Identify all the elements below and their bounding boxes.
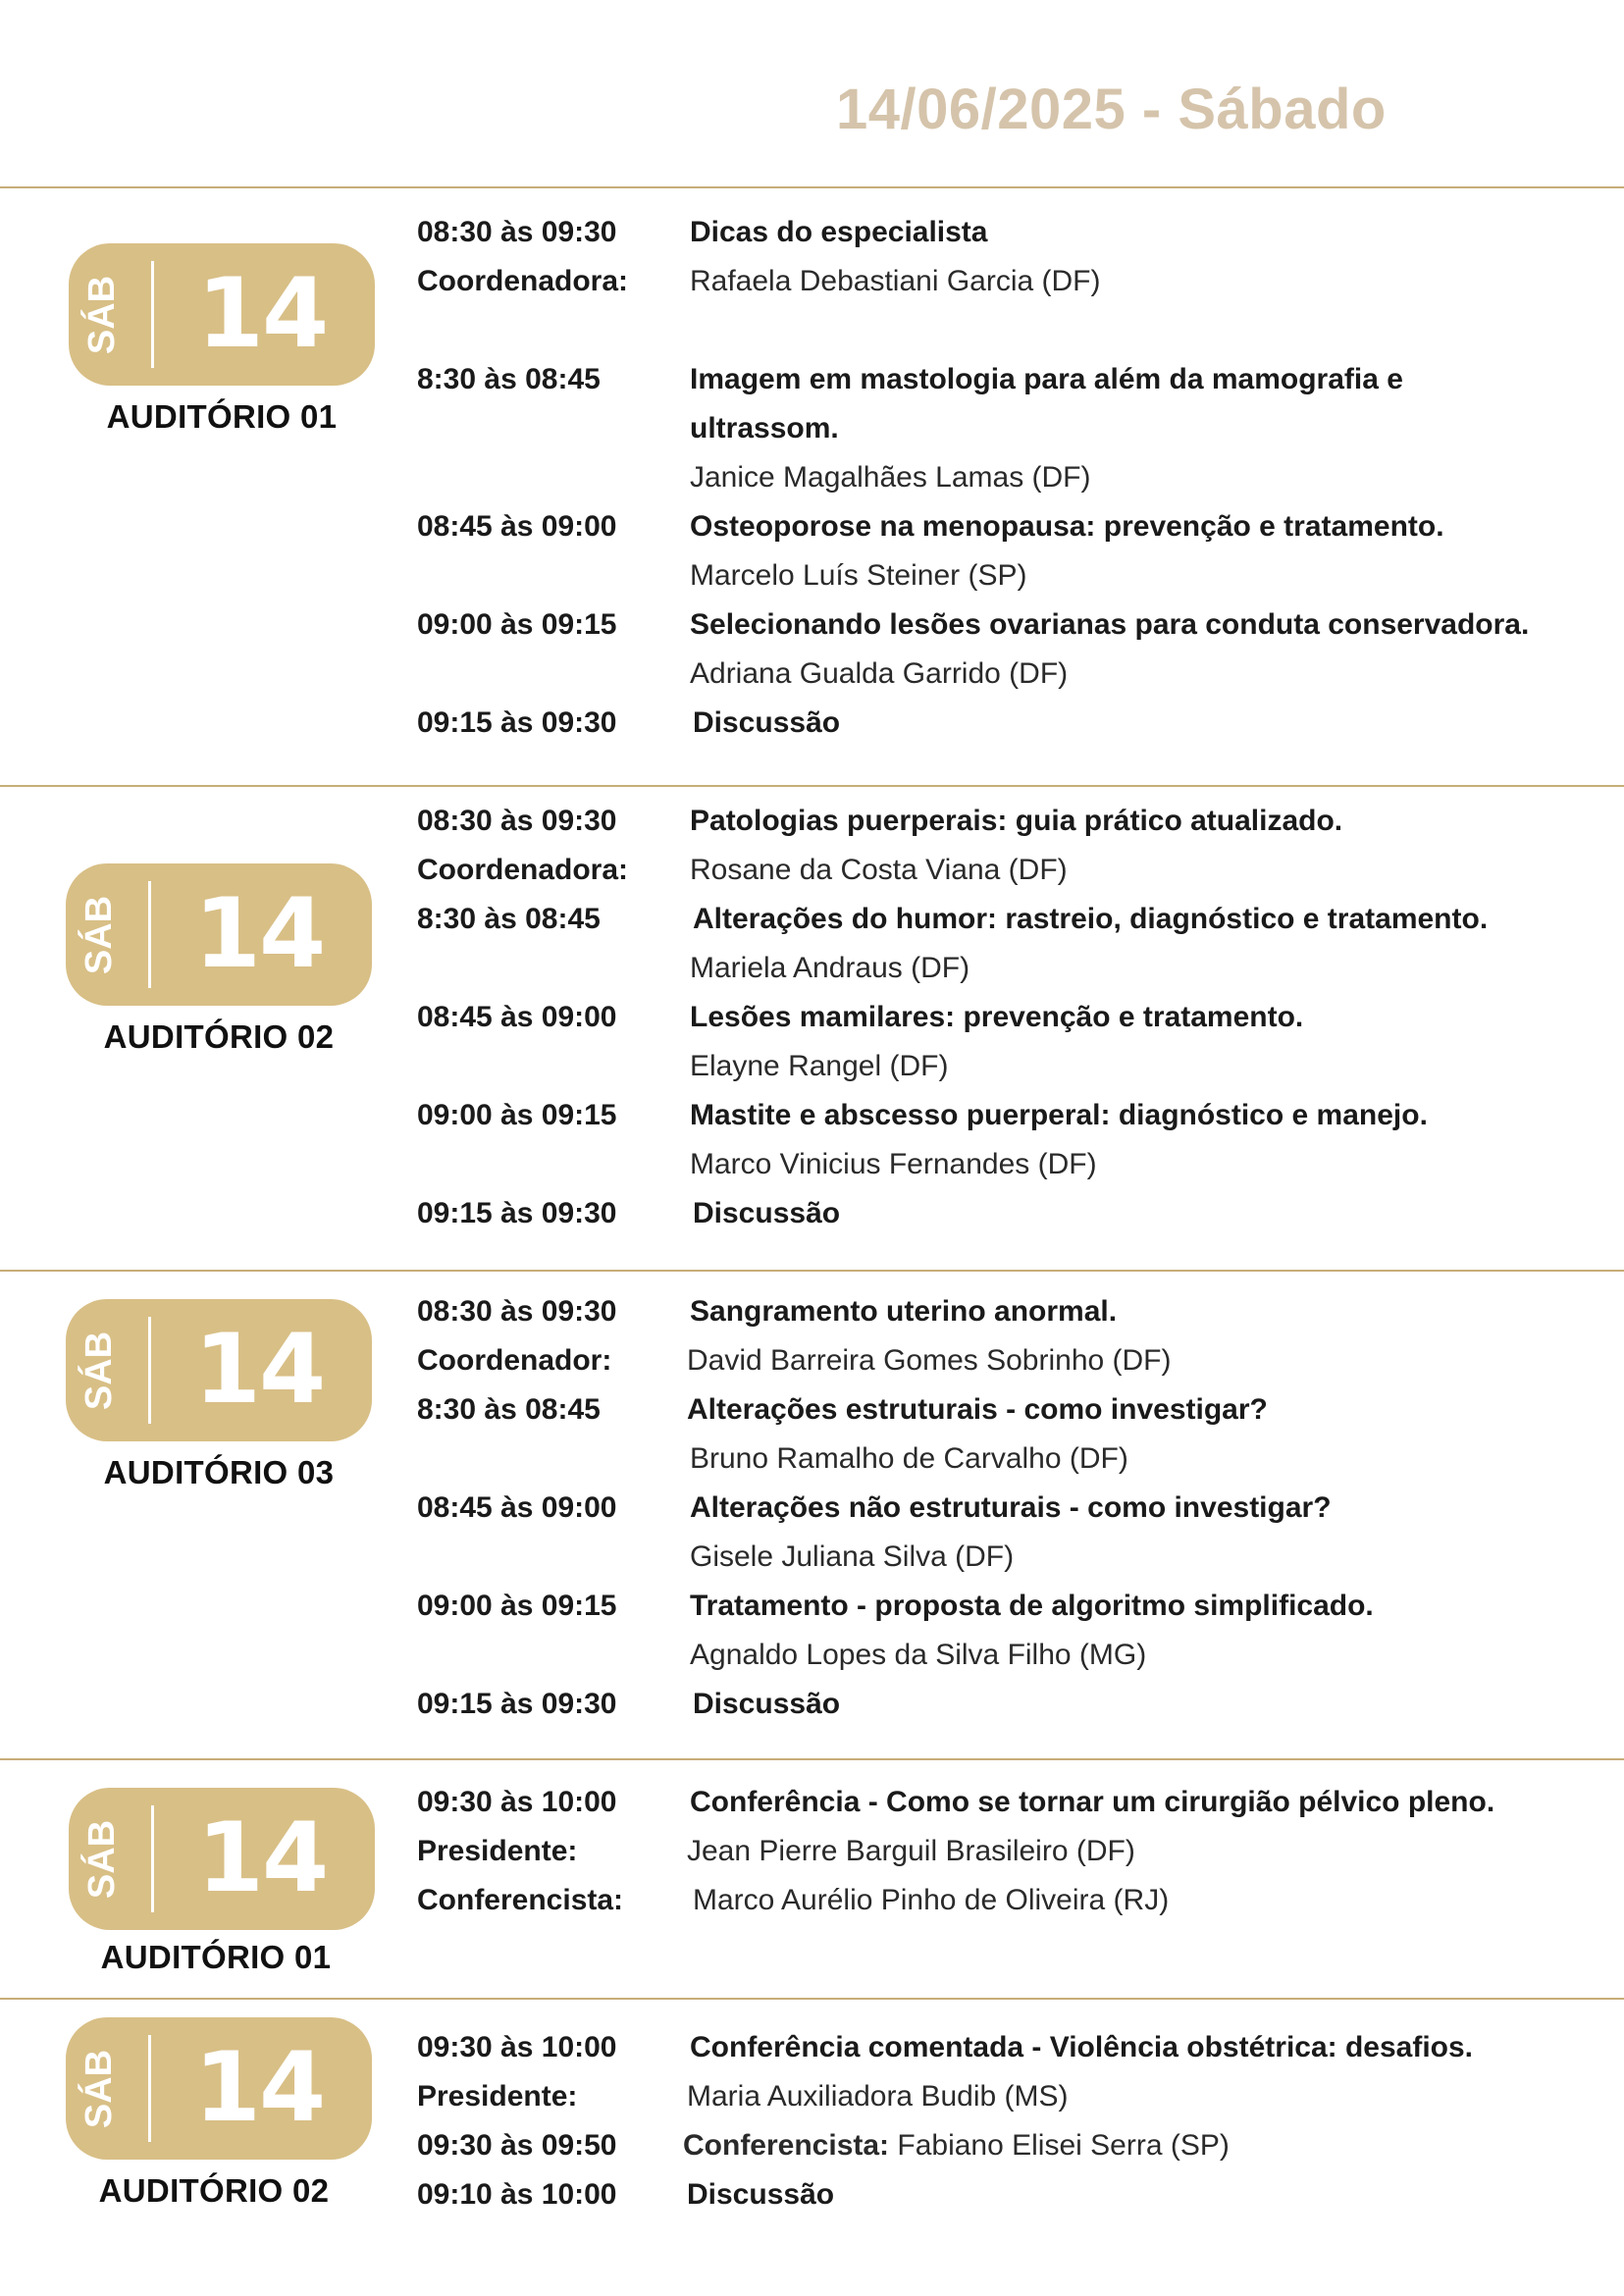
speaker-name: Rosane da Costa Viana (DF) <box>690 854 1068 886</box>
time-slot: 09:00 às 09:15 <box>417 1099 617 1131</box>
badge-day-number: 14 <box>196 258 328 370</box>
schedule-row <box>0 1884 1624 1933</box>
schedule-row <box>0 706 1624 756</box>
schedule-row <box>0 1295 1624 1344</box>
discussion-label: Discussão <box>693 1197 841 1229</box>
room-label: AUDITÓRIO 01 <box>100 1939 332 1975</box>
speaker-name: Adriana Gualda Garrido (DF) <box>690 657 1069 690</box>
talk-title: Imagem em mastologia para além da mamografia e <box>690 363 1403 395</box>
time-slot: 8:30 às 08:45 <box>417 903 601 935</box>
speaker-name: Agnaldo Lopes da Silva Filho (MG) <box>690 1639 1147 1671</box>
speaker-name: Janice Magalhães Lamas (DF) <box>690 461 1091 494</box>
section-divider <box>0 1998 1624 2000</box>
schedule-row <box>0 510 1624 559</box>
speaker-name: Jean Pierre Barguil Brasileiro (DF) <box>687 1835 1135 1867</box>
time-slot: 09:00 às 09:15 <box>417 1590 617 1622</box>
schedule-row <box>0 1688 1624 1737</box>
schedule-row <box>0 1393 1624 1442</box>
speaker-name: Elayne Rangel (DF) <box>690 1050 949 1082</box>
schedule-row <box>0 952 1624 1001</box>
session-title: Dicas do especialista <box>690 216 988 248</box>
schedule-row <box>0 363 1624 412</box>
role-label: Presidente: <box>417 1835 578 1867</box>
session-title: Conferência comentada - Violência obstétrica: desafios. <box>690 2031 1474 2063</box>
session-title: Patologias puerperais: guia prático atualizado. <box>690 805 1343 837</box>
speaker-name: Mariela Andraus (DF) <box>690 952 970 984</box>
speaker-name: Marcelo Luís Steiner (SP) <box>690 559 1027 592</box>
time-slot: 09:10 às 10:00 <box>417 2178 617 2211</box>
schedule-row <box>0 2129 1624 2178</box>
badge-day-number: 14 <box>193 2032 325 2144</box>
time-slot: 08:45 às 09:00 <box>417 510 617 543</box>
schedule-row <box>0 1099 1624 1148</box>
schedule-row <box>0 805 1624 854</box>
section-divider <box>0 785 1624 787</box>
talk-title: Mastite e abscesso puerperal: diagnóstico e manejo. <box>690 1099 1428 1131</box>
talk-title: Lesões mamilares: prevenção e tratamento. <box>690 1001 1304 1033</box>
schedule-row <box>0 559 1624 608</box>
time-slot: 09:15 às 09:30 <box>417 706 617 739</box>
schedule-row <box>0 854 1624 903</box>
room-label: AUDITÓRIO 02 <box>103 1018 335 1055</box>
speaker-name: David Barreira Gomes Sobrinho (DF) <box>687 1344 1172 1377</box>
schedule-row <box>0 461 1624 510</box>
schedule-row <box>0 1442 1624 1491</box>
room-label: AUDITÓRIO 03 <box>103 1454 335 1490</box>
time-slot: 09:30 às 10:00 <box>417 1786 617 1818</box>
time-slot: 08:30 às 09:30 <box>417 805 617 837</box>
section-divider <box>0 1270 1624 1272</box>
role-label-inline: Conferencista: <box>683 2129 890 2162</box>
talk-title: Alterações do humor: rastreio, diagnóstico e tratamento. <box>693 903 1489 935</box>
schedule-row <box>0 1491 1624 1540</box>
time-slot: 09:00 às 09:15 <box>417 608 617 641</box>
schedule-row <box>0 1786 1624 1835</box>
speaker-line <box>683 2129 1566 2163</box>
discussion-label: Discussão <box>693 1688 841 1720</box>
time-slot: 09:30 às 09:50 <box>417 2129 617 2162</box>
talk-title: Alterações estruturais - como investigar? <box>687 1393 1268 1426</box>
discussion-label: Discussão <box>693 706 841 739</box>
time-slot: 08:30 às 09:30 <box>417 1295 617 1328</box>
schedule-row <box>0 1590 1624 1639</box>
schedule-row <box>0 1835 1624 1884</box>
badge-day-label: SÁB <box>80 1819 123 1900</box>
schedule-row <box>0 1344 1624 1393</box>
room-label: AUDITÓRIO 01 <box>106 398 338 435</box>
badge-day-label: SÁB <box>80 275 123 355</box>
role-label: Coordenadora: <box>417 265 629 297</box>
badge-day-label: SÁB <box>78 1331 120 1411</box>
speaker-name: Bruno Ramalho de Carvalho (DF) <box>690 1442 1128 1475</box>
schedule-row <box>0 1148 1624 1197</box>
schedule-row <box>0 265 1624 314</box>
page-title: 14/06/2025 - Sábado <box>836 78 1387 141</box>
schedule-row <box>0 1197 1624 1246</box>
speaker-name: Marco Vinicius Fernandes (DF) <box>690 1148 1097 1180</box>
badge-day-number: 14 <box>196 1802 328 1914</box>
talk-title: Tratamento - proposta de algoritmo simplificado. <box>690 1590 1374 1622</box>
schedule-row <box>0 1540 1624 1590</box>
schedule-row <box>0 2031 1624 2080</box>
speaker-name: Maria Auxiliadora Budib (MS) <box>687 2080 1069 2113</box>
time-slot: 8:30 às 08:45 <box>417 363 601 395</box>
header-divider <box>0 186 1624 188</box>
speaker-name: Gisele Juliana Silva (DF) <box>690 1540 1015 1573</box>
role-label: Coordenadora: <box>417 854 629 886</box>
discussion-label: Discussão <box>687 2178 835 2211</box>
badge-day-label: SÁB <box>78 895 120 975</box>
time-slot: 08:45 às 09:00 <box>417 1001 617 1033</box>
speaker-name: Marco Aurélio Pinho de Oliveira (RJ) <box>693 1884 1170 1916</box>
session-title: Conferência - Como se tornar um cirurgião pélvico pleno. <box>690 1786 1495 1818</box>
schedule-row <box>0 1050 1624 1099</box>
time-slot: 08:30 às 09:30 <box>417 216 617 248</box>
role-label: Conferencista: <box>417 1884 624 1916</box>
schedule-row <box>0 412 1624 461</box>
schedule-row <box>0 657 1624 706</box>
speaker-name: Fabiano Elisei Serra (SP) <box>889 2129 1230 2162</box>
role-label: Presidente: <box>417 2080 578 2113</box>
speaker-name: Rafaela Debastiani Garcia (DF) <box>690 265 1101 297</box>
schedule-row <box>0 1001 1624 1050</box>
talk-title: Selecionando lesões ovarianas para conduta conservadora. <box>690 608 1530 641</box>
schedule-row <box>0 608 1624 657</box>
talk-title: Alterações não estruturais - como investigar? <box>690 1491 1332 1524</box>
time-slot: 08:45 às 09:00 <box>417 1491 617 1524</box>
schedule-row <box>0 2080 1624 2129</box>
badge-day-label: SÁB <box>78 2049 120 2129</box>
schedule-row <box>0 1639 1624 1688</box>
schedule-row <box>0 903 1624 952</box>
session-title: Sangramento uterino anormal. <box>690 1295 1118 1328</box>
time-slot: 09:15 às 09:30 <box>417 1688 617 1720</box>
role-label: Coordenador: <box>417 1344 612 1377</box>
section-divider <box>0 1758 1624 1760</box>
badge-day-number: 14 <box>193 1314 325 1426</box>
time-slot: 8:30 às 08:45 <box>417 1393 601 1426</box>
talk-title-continued: ultrassom. <box>690 412 839 444</box>
badge-day-number: 14 <box>193 878 325 990</box>
room-label: AUDITÓRIO 02 <box>98 2172 330 2209</box>
schedule-row <box>0 2178 1624 2227</box>
talk-title: Osteoporose na menopausa: prevenção e tratamento. <box>690 510 1444 543</box>
schedule-row <box>0 216 1624 265</box>
time-slot: 09:30 às 10:00 <box>417 2031 617 2063</box>
time-slot: 09:15 às 09:30 <box>417 1197 617 1229</box>
